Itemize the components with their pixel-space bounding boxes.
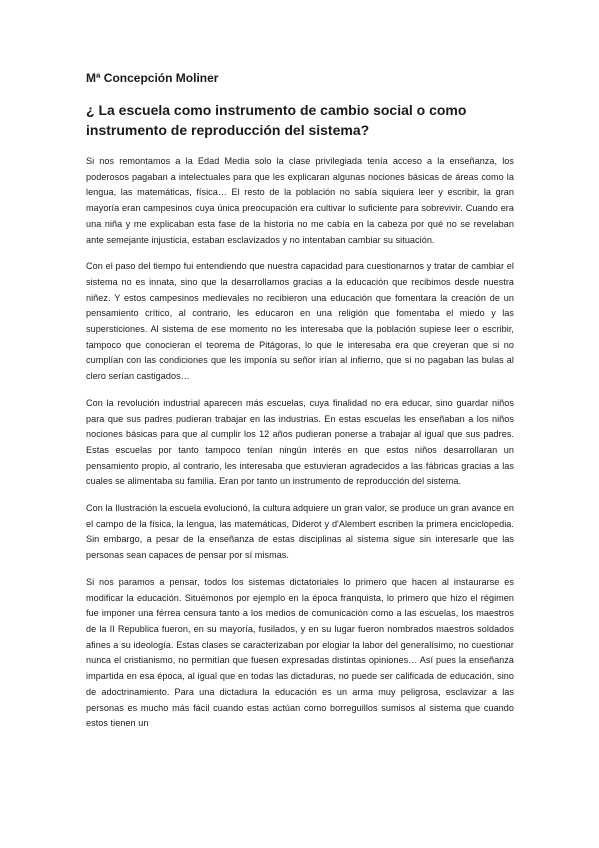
paragraph-5: Si nos paramos a pensar, todos los sistemas dictatoriales lo primero que hacen al instaurarse es modificar la educación. Situémonos por ejemplo en la época franquista, lo primero que hizo el régimen fue imponer una férrea censura tanto a los medios de comunicación como a las escuelas, los maestros de la II Republica fueron, en su mayoría, fusilados, y en su lugar fueron nombrados maestros soldados afines a su ideología. Estas clases se caracterizaban por elogiar la labor del generalísimo, no cuestionar nunca el cristianismo, no permitían que fuesen expresadas distintas opiniones… Así pues la enseñanza impartida en esa época, al igual que en todas las dictaduras, no puede ser calificada de educación, sino de adoctrinamiento. Para una dictadura la educación es un arma muy peligrosa, esclavizar a las personas es mucho más fácil cuando estas actúan como borreguillos sumisos al sistema que cuando estos tienen un bbox=[86, 576, 514, 729]
document-page bbox=[86, 70, 514, 743]
paragraph-3: Con la revolución industrial aparecen más escuelas, cuya finalidad no era educar, sino guardar niños para que sus padres pudieran trabajar en las industrias. En estas escuelas les enseñaban a los niños nociones básicas para que al cumplir los 12 años pudieran ponerse a trabajar al igual que sus padres. Estas escuelas por tanto tampoco tenían ningún interés en que estos niños desarrollaran un pensamiento propio, al contrario, les interesaba que estuvieran agradecidos a las fábricas gracias a las cuales se alimentaba su familia. Eran por tanto un instrumento de reproducción del sistema. bbox=[86, 397, 514, 487]
author-name: Mª Concepción Moliner bbox=[86, 71, 219, 85]
paragraph-4: Con la Ilustración la escuela evolucionó, la cultura adquiere un gran valor, se produce un gran avance en el campo de la física, la lengua, las matemáticas, Diderot y d'Alembert escriben la primera enciclopedia. Sin embargo, a pesar de la enseñanza de estas disciplinas al sistema sigue sin interesarle que las personas sean capaces de pensar por sí mismas. bbox=[86, 503, 514, 561]
paragraph-2: Con el paso del tiempo fui entendiendo que nuestra capacidad para cuestionarnos y tratar de cambiar el sistema no es innata, sino que la desarrollamos gracias a la educación que recibimos desde nuestra niñez. Y estos campesinos medievales no recibieron una educación que fomentara la creación de un pensamiento crítico, al contrario, les educaron en una religión que fomentaba el miedo y las supersticiones. Al sistema de ese momento no les interesaba que la población supiese leer o escribir, tampoco que conocieran el teorema de Pitágoras, lo que le interesaba era que creyeran que si no cumplían con las condiciones que les imponía su señor irían al infierno, que si no pagaban las bulas al clero serían castigados… bbox=[86, 261, 514, 382]
paragraph-1: Si nos remontamos a la Edad Media solo la clase privilegiada tenía acceso a la enseñanza, los poderosos pagaban a intelectuales para que les explicaran algunas nociones básicas de áreas como la lengua, las matemáticas, física… El resto de la población no sabía siquiera leer y escribir, la gran mayoría eran campesinos cuya única preocupación era cultivar lo suficiente para sobrevivir. Cuando era una niña y me explicaban esta fase de la historia no me cabía en la cabeza por qué no se revelaban ante semejante injusticia, estaban esclavizados y no intentaban cambiar su situación. bbox=[86, 156, 514, 245]
document-title: ¿ La escuela como instrumento de cambio social o como instrumento de reproducción del sistema? bbox=[86, 102, 467, 138]
